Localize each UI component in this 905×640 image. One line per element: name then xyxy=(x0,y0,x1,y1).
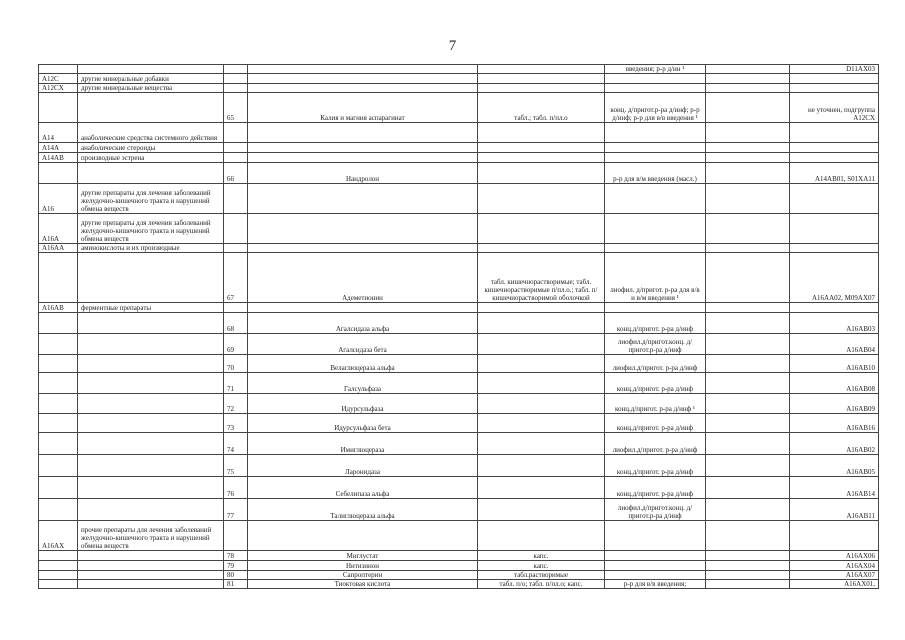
group-cell xyxy=(78,394,224,414)
dosage-form-cell: табл.; табл. п/пл.о xyxy=(478,93,605,123)
drug-name-cell: Нитизинон xyxy=(248,561,478,571)
dosage-form-extra-cell: лиофил.д/пригот.конц. д/пригот.р-ра д/инф xyxy=(605,499,706,521)
note-cell xyxy=(706,414,790,433)
dosage-form-cell xyxy=(478,433,605,455)
number-cell: 80 xyxy=(224,571,248,580)
number-cell: 73 xyxy=(224,414,248,433)
code-cell xyxy=(39,313,78,334)
note-cell xyxy=(706,303,790,313)
note-cell xyxy=(706,561,790,571)
code-cell: A16AB xyxy=(39,303,78,313)
note-cell xyxy=(706,143,790,153)
drug-name-cell: Тиоктовая кислота xyxy=(248,580,478,589)
drug-name-cell: Себелипаза альфа xyxy=(248,477,478,499)
table-row xyxy=(39,499,879,521)
atc-code-cell xyxy=(790,214,879,244)
number-cell: 70 xyxy=(224,355,248,373)
table-row xyxy=(39,303,879,313)
group-cell xyxy=(78,455,224,477)
drug-name-cell: Галсульфаза xyxy=(248,373,478,394)
code-cell xyxy=(39,373,78,394)
code-cell xyxy=(39,433,78,455)
dosage-form-cell xyxy=(478,355,605,373)
drug-name-cell: Агалсидаза альфа xyxy=(248,313,478,334)
dosage-form-extra-cell xyxy=(605,571,706,580)
dosage-form-cell xyxy=(478,214,605,244)
code-cell: A12CX xyxy=(39,84,78,93)
number-cell xyxy=(224,153,248,163)
code-cell xyxy=(39,477,78,499)
note-cell xyxy=(706,253,790,303)
number-cell xyxy=(224,143,248,153)
note-cell xyxy=(706,244,790,253)
atc-code-cell xyxy=(790,184,879,214)
atc-code-cell xyxy=(790,521,879,551)
table-row xyxy=(39,373,879,394)
table-row xyxy=(39,163,879,184)
atc-code-cell: A16AB16 xyxy=(790,414,879,433)
number-cell xyxy=(224,521,248,551)
group-cell: прочие препараты для лечения заболеваний желудочно-кишечного тракта и нарушений обмена веществ xyxy=(78,521,224,551)
number-cell: 81 xyxy=(224,580,248,589)
dosage-form-extra-cell: конц.д/пригот. р-ра д/инф xyxy=(605,313,706,334)
number-cell: 69 xyxy=(224,334,248,355)
note-cell xyxy=(706,163,790,184)
group-cell: анаболические стероиды xyxy=(78,143,224,153)
atc-code-cell: D11AX03 xyxy=(790,65,879,74)
drug-name-cell xyxy=(248,244,478,253)
dosage-form-extra-cell: конц. д/пригот.р-ра д/инф; р-р д/инф; р-р для в/в введения ¹ xyxy=(605,93,706,123)
code-cell xyxy=(39,93,78,123)
note-cell xyxy=(706,153,790,163)
drug-name-cell: Имиглюцераза xyxy=(248,433,478,455)
dosage-form-cell xyxy=(478,153,605,163)
dosage-form-cell xyxy=(478,334,605,355)
table-row xyxy=(39,394,879,414)
group-cell xyxy=(78,93,224,123)
table-row xyxy=(39,214,879,244)
code-cell xyxy=(39,253,78,303)
code-cell xyxy=(39,571,78,580)
dosage-form-extra-cell xyxy=(605,143,706,153)
atc-code-cell: A16AA02, M09AX07 xyxy=(790,253,879,303)
drug-name-cell xyxy=(248,74,478,84)
note-cell xyxy=(706,521,790,551)
dosage-form-cell xyxy=(478,373,605,394)
group-cell xyxy=(78,551,224,561)
number-cell xyxy=(224,214,248,244)
note-cell xyxy=(706,65,790,74)
code-cell: A14AB xyxy=(39,153,78,163)
number-cell: 75 xyxy=(224,455,248,477)
note-cell xyxy=(706,455,790,477)
group-cell xyxy=(78,580,224,589)
dosage-form-cell xyxy=(478,163,605,184)
code-cell xyxy=(39,551,78,561)
atc-code-cell: A16AB05 xyxy=(790,455,879,477)
table-row xyxy=(39,184,879,214)
group-cell: ферментные препараты xyxy=(78,303,224,313)
note-cell xyxy=(706,123,790,143)
code-cell xyxy=(39,499,78,521)
number-cell: 65 xyxy=(224,93,248,123)
dosage-form-extra-cell xyxy=(605,214,706,244)
drug-name-cell: Агалсидаза бета xyxy=(248,334,478,355)
number-cell xyxy=(224,303,248,313)
code-cell: A16A xyxy=(39,214,78,244)
table-row xyxy=(39,65,879,74)
drug-name-cell: Нандролон xyxy=(248,163,478,184)
group-cell xyxy=(78,433,224,455)
dosage-form-extra-cell xyxy=(605,551,706,561)
drug-name-cell: Ларонидаза xyxy=(248,455,478,477)
drug-name-cell: Велаглюцераза альфа xyxy=(248,355,478,373)
code-cell: A12C xyxy=(39,74,78,84)
group-cell xyxy=(78,373,224,394)
group-cell xyxy=(78,253,224,303)
number-cell xyxy=(224,84,248,93)
note-cell xyxy=(706,477,790,499)
number-cell: 71 xyxy=(224,373,248,394)
number-cell: 74 xyxy=(224,433,248,455)
table-row xyxy=(39,414,879,433)
atc-code-cell: не уточнен, подгруппа A12CX xyxy=(790,93,879,123)
number-cell: 68 xyxy=(224,313,248,334)
number-cell: 76 xyxy=(224,477,248,499)
table-row xyxy=(39,551,879,561)
dosage-form-cell: табл. п/о; табл. п/пл.о; капс. xyxy=(478,580,605,589)
number-cell xyxy=(224,184,248,214)
group-cell xyxy=(78,477,224,499)
dosage-form-extra-cell xyxy=(605,521,706,551)
table-row xyxy=(39,521,879,551)
note-cell xyxy=(706,334,790,355)
table-row xyxy=(39,313,879,334)
dosage-form-extra-cell xyxy=(605,184,706,214)
drug-name-cell xyxy=(248,65,478,74)
note-cell xyxy=(706,551,790,561)
atc-code-cell: A16AX01, xyxy=(790,580,879,589)
group-cell xyxy=(78,561,224,571)
group-cell xyxy=(78,313,224,334)
group-cell xyxy=(78,355,224,373)
number-cell: 72 xyxy=(224,394,248,414)
note-cell xyxy=(706,74,790,84)
table-row xyxy=(39,244,879,253)
number-cell: 67 xyxy=(224,253,248,303)
drug-name-cell: Калия и магния аспарагинат xyxy=(248,93,478,123)
note-cell xyxy=(706,355,790,373)
atc-code-cell: A14AB01, S01XA11 xyxy=(790,163,879,184)
page-number: 7 xyxy=(448,38,457,54)
atc-code-cell: A16AB11 xyxy=(790,499,879,521)
number-cell xyxy=(224,123,248,143)
table-row xyxy=(39,334,879,355)
group-cell xyxy=(78,65,224,74)
table-row xyxy=(39,355,879,373)
code-cell xyxy=(39,334,78,355)
dosage-form-extra-cell xyxy=(605,561,706,571)
code-cell xyxy=(39,455,78,477)
group-cell: производные эстрена xyxy=(78,153,224,163)
dosage-form-cell xyxy=(478,244,605,253)
code-cell xyxy=(39,355,78,373)
note-cell xyxy=(706,373,790,394)
note-cell xyxy=(706,580,790,589)
dosage-form-cell xyxy=(478,455,605,477)
table-row xyxy=(39,84,879,93)
dosage-form-extra-cell xyxy=(605,244,706,253)
dosage-form-cell xyxy=(478,414,605,433)
table-row xyxy=(39,571,879,580)
dosage-form-extra-cell xyxy=(605,153,706,163)
table-row xyxy=(39,477,879,499)
note-cell xyxy=(706,214,790,244)
dosage-form-extra-cell: р-р для в/м введения (масл.) xyxy=(605,163,706,184)
table-row xyxy=(39,123,879,143)
note-cell xyxy=(706,313,790,334)
dosage-form-cell xyxy=(478,499,605,521)
dosage-form-cell xyxy=(478,521,605,551)
atc-code-cell: A16AX06 xyxy=(790,551,879,561)
dosage-form-cell xyxy=(478,394,605,414)
dosage-form-extra-cell xyxy=(605,303,706,313)
drug-name-cell: Талиглюцераза альфа xyxy=(248,499,478,521)
atc-code-cell: A16AB02 xyxy=(790,433,879,455)
atc-code-cell xyxy=(790,84,879,93)
code-cell xyxy=(39,65,78,74)
dosage-form-extra-cell: конц.д/пригот. р-ра д/инф ¹ xyxy=(605,394,706,414)
number-cell xyxy=(224,74,248,84)
drug-name-cell xyxy=(248,153,478,163)
drug-name-cell: Сапроптерин xyxy=(248,571,478,580)
group-cell: другие минеральные вещества xyxy=(78,84,224,93)
note-cell xyxy=(706,93,790,123)
table-row xyxy=(39,253,879,303)
dosage-form-cell: капс. xyxy=(478,561,605,571)
group-cell xyxy=(78,499,224,521)
number-cell: 66 xyxy=(224,163,248,184)
dosage-form-cell: табл.растворимые xyxy=(478,571,605,580)
dosage-form-extra-cell: конц.д/пригот. р-ра д/инф xyxy=(605,477,706,499)
dosage-form-extra-cell: введения; р-р д/ин ¹ xyxy=(605,65,706,74)
group-cell: аминокислоты и их производные xyxy=(78,244,224,253)
atc-code-cell xyxy=(790,123,879,143)
number-cell: 79 xyxy=(224,561,248,571)
drug-name-cell xyxy=(248,84,478,93)
group-cell: другие препараты для лечения заболеваний желудочно-кишечного тракта и нарушений обмена веществ xyxy=(78,184,224,214)
dosage-form-cell xyxy=(478,184,605,214)
drug-name-cell xyxy=(248,143,478,153)
number-cell xyxy=(224,244,248,253)
table-row xyxy=(39,433,879,455)
atc-code-cell: A16AB04 xyxy=(790,334,879,355)
code-cell xyxy=(39,561,78,571)
table-row xyxy=(39,561,879,571)
drug-name-cell xyxy=(248,184,478,214)
dosage-form-cell: капс. xyxy=(478,551,605,561)
dosage-form-extra-cell xyxy=(605,123,706,143)
atc-code-cell: A16AX04 xyxy=(790,561,879,571)
table-row xyxy=(39,455,879,477)
note-cell xyxy=(706,499,790,521)
dosage-form-cell xyxy=(478,65,605,74)
drug-name-cell xyxy=(248,214,478,244)
drug-name-cell xyxy=(248,123,478,143)
atc-code-cell xyxy=(790,153,879,163)
number-cell: 78 xyxy=(224,551,248,561)
atc-code-cell: A16AX07 xyxy=(790,571,879,580)
table-row xyxy=(39,143,879,153)
dosage-form-extra-cell: лиофил. д/пригот. р-ра для в/в и в/м введения ¹ xyxy=(605,253,706,303)
dosage-form-extra-cell: лиофил.д/пригот. р-ра д/инф xyxy=(605,433,706,455)
code-cell: A14 xyxy=(39,123,78,143)
dosage-form-extra-cell: конц.д/пригот. р-ра д/инф xyxy=(605,414,706,433)
dosage-form-cell: табл. кишечнорастворимые; табл. кишечнорастворимые п/пл.о.; табл. п/кишечнорастворимой оболочкой xyxy=(478,253,605,303)
group-cell xyxy=(78,334,224,355)
drug-name-cell: Идурсульфаза xyxy=(248,394,478,414)
group-cell: анаболические средства системного действия xyxy=(78,123,224,143)
dosage-form-extra-cell: лиофил.д/пригот. р-ра д/инф xyxy=(605,355,706,373)
atc-code-cell xyxy=(790,303,879,313)
dosage-form-extra-cell: р-р для в/в введения; xyxy=(605,580,706,589)
group-cell xyxy=(78,163,224,184)
dosage-form-cell xyxy=(478,313,605,334)
dosage-form-extra-cell xyxy=(605,84,706,93)
note-cell xyxy=(706,571,790,580)
dosage-form-cell xyxy=(478,74,605,84)
drug-name-cell: Миглустат xyxy=(248,551,478,561)
atc-code-cell xyxy=(790,74,879,84)
number-cell: 77 xyxy=(224,499,248,521)
dosage-form-cell xyxy=(478,477,605,499)
dosage-form-cell xyxy=(478,123,605,143)
drug-name-cell: Адеметионин xyxy=(248,253,478,303)
code-cell: A14A xyxy=(39,143,78,153)
code-cell: A16AA xyxy=(39,244,78,253)
table-row xyxy=(39,74,879,84)
drug-registry-table xyxy=(38,64,879,589)
dosage-form-cell xyxy=(478,84,605,93)
code-cell xyxy=(39,394,78,414)
code-cell: A16AX xyxy=(39,521,78,551)
atc-code-cell xyxy=(790,244,879,253)
table-row xyxy=(39,153,879,163)
atc-code-cell: A16AB09 xyxy=(790,394,879,414)
code-cell xyxy=(39,414,78,433)
code-cell: A16 xyxy=(39,184,78,214)
atc-code-cell: A16AB08 xyxy=(790,373,879,394)
dosage-form-cell xyxy=(478,143,605,153)
dosage-form-extra-cell: лиофил.д/пригот.конц. д/пригот.р-ра д/инф xyxy=(605,334,706,355)
drug-name-cell: Идурсульфаза бета xyxy=(248,414,478,433)
drug-name-cell xyxy=(248,303,478,313)
note-cell xyxy=(706,433,790,455)
note-cell xyxy=(706,394,790,414)
atc-code-cell: A16AB03 xyxy=(790,313,879,334)
group-cell: другие минеральные добавки xyxy=(78,74,224,84)
atc-code-cell xyxy=(790,143,879,153)
code-cell xyxy=(39,163,78,184)
atc-code-cell: A16AB14 xyxy=(790,477,879,499)
group-cell xyxy=(78,414,224,433)
note-cell xyxy=(706,184,790,214)
code-cell xyxy=(39,580,78,589)
dosage-form-extra-cell xyxy=(605,74,706,84)
table-row xyxy=(39,93,879,123)
dosage-form-extra-cell: конц.д/пригот. р-ра д/инф xyxy=(605,373,706,394)
note-cell xyxy=(706,84,790,93)
group-cell xyxy=(78,571,224,580)
group-cell: другие препараты для лечения заболеваний желудочно-кишечного тракта и нарушений обмена веществ xyxy=(78,214,224,244)
atc-code-cell: A16AB10 xyxy=(790,355,879,373)
table-row xyxy=(39,580,879,589)
drug-name-cell xyxy=(248,521,478,551)
number-cell xyxy=(224,65,248,74)
dosage-form-extra-cell: конц.д/пригот. р-ра д/инф xyxy=(605,455,706,477)
dosage-form-cell xyxy=(478,303,605,313)
